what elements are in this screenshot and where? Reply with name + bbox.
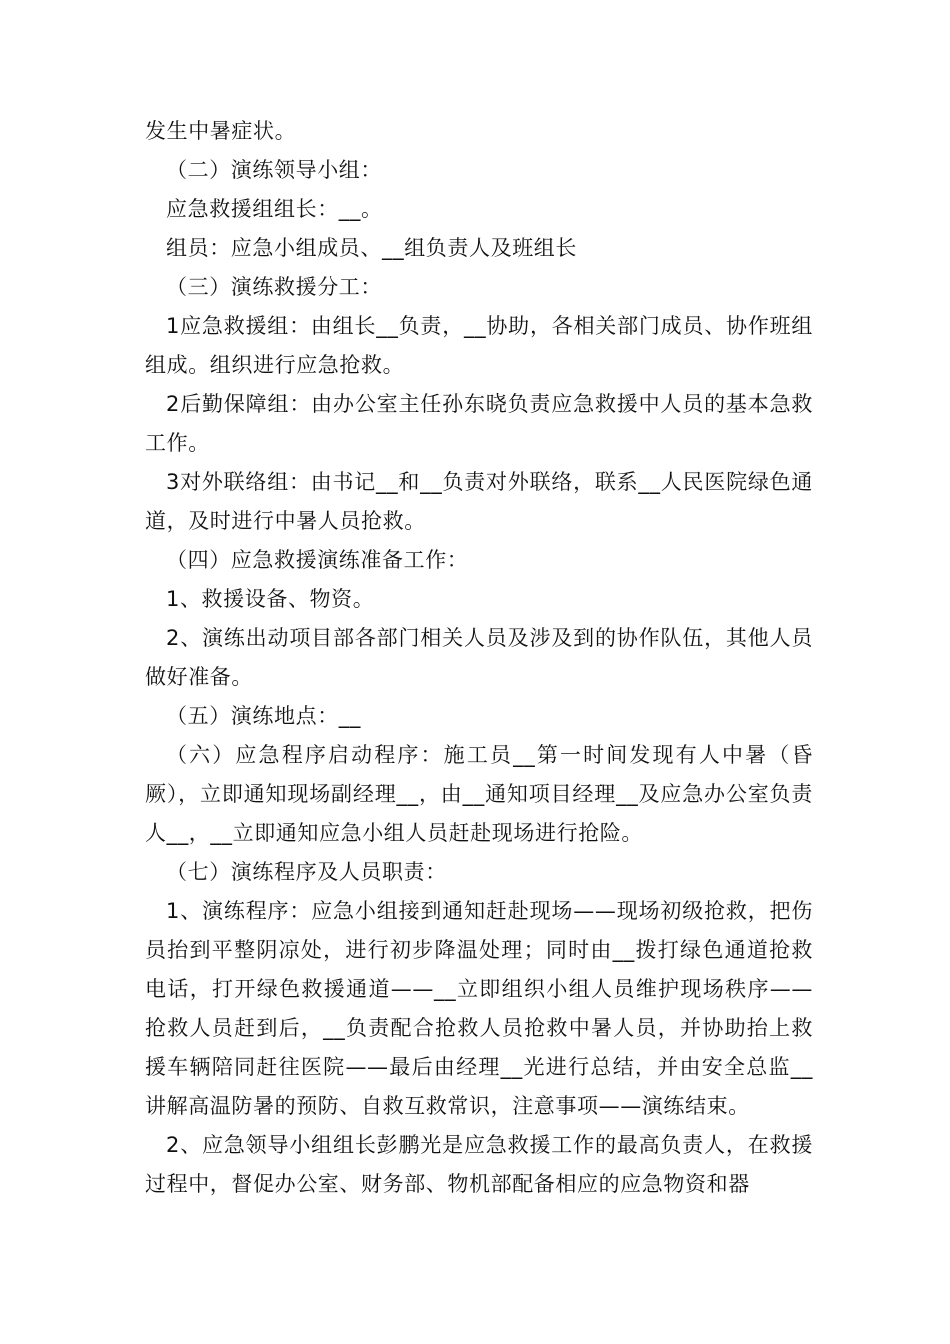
- paragraph-9: （四）应急救援演练准备工作：: [166, 548, 469, 572]
- paragraph-14: （七）演练程序及人员职责：: [166, 860, 447, 884]
- paragraph-4: 组员：应急小组成员、__组负责人及班组长: [166, 236, 577, 260]
- paragraph-8: 3对外联络组：由书记__和__负责对外联络，联系__人民医院绿色通道，及时进行中暑人员抢救。: [145, 470, 813, 533]
- paragraph-15: 1、演练程序：应急小组接到通知赶赴现场——现场初级抢救，把伤员抬到平整阴凉处，进行初步降温处理；同时由__拨打绿色通道抢救电话，打开绿色救援通道——__立即组织小组人员维护现场秩序——抢救人员赶到后，__负责配合抢救人员抢救中暑人员，并协助抬上救援车辆陪同赶往医院——最后由经理__光进行总结，并由安全总监__讲解高温防暑的预防、自救互救常识，注意事项——演练结束。: [145, 899, 813, 1118]
- paragraph-12: （五）演练地点：__: [166, 704, 361, 728]
- paragraph-6: 1应急救援组：由组长__负责，__协助，各相关部门成员、协作班组组成。组织进行应急抢救。: [145, 314, 813, 377]
- paragraph-2: （二）演练领导小组：: [166, 158, 382, 182]
- paragraph-16: 2、应急领导小组组长彭鹏光是应急救援工作的最高负责人，在救援过程中，督促办公室、财务部、物机部配备相应的应急物资和器: [145, 1133, 813, 1196]
- paragraph-13: （六）应急程序启动程序：施工员__第一时间发现有人中暑（昏厥），立即通知现场副经理__，由__通知项目经理__及应急办公室负责人__，__立即通知应急小组人员赶赴现场进行抢险。: [145, 743, 813, 845]
- document-body: [145, 112, 813, 1204]
- paragraph-3: 应急救援组组长：__。: [166, 197, 383, 221]
- paragraph-7: 2后勤保障组：由办公室主任孙东晓负责应急救援中人员的基本急救工作。: [145, 392, 813, 455]
- paragraph-11: 2、演练出动项目部各部门相关人员及涉及到的协作队伍，其他人员做好准备。: [145, 626, 813, 689]
- paragraph-1: 发生中暑症状。: [145, 119, 297, 143]
- paragraph-10: 1、救援设备、物资。: [166, 587, 375, 611]
- paragraph-5: （三）演练救援分工：: [166, 275, 382, 299]
